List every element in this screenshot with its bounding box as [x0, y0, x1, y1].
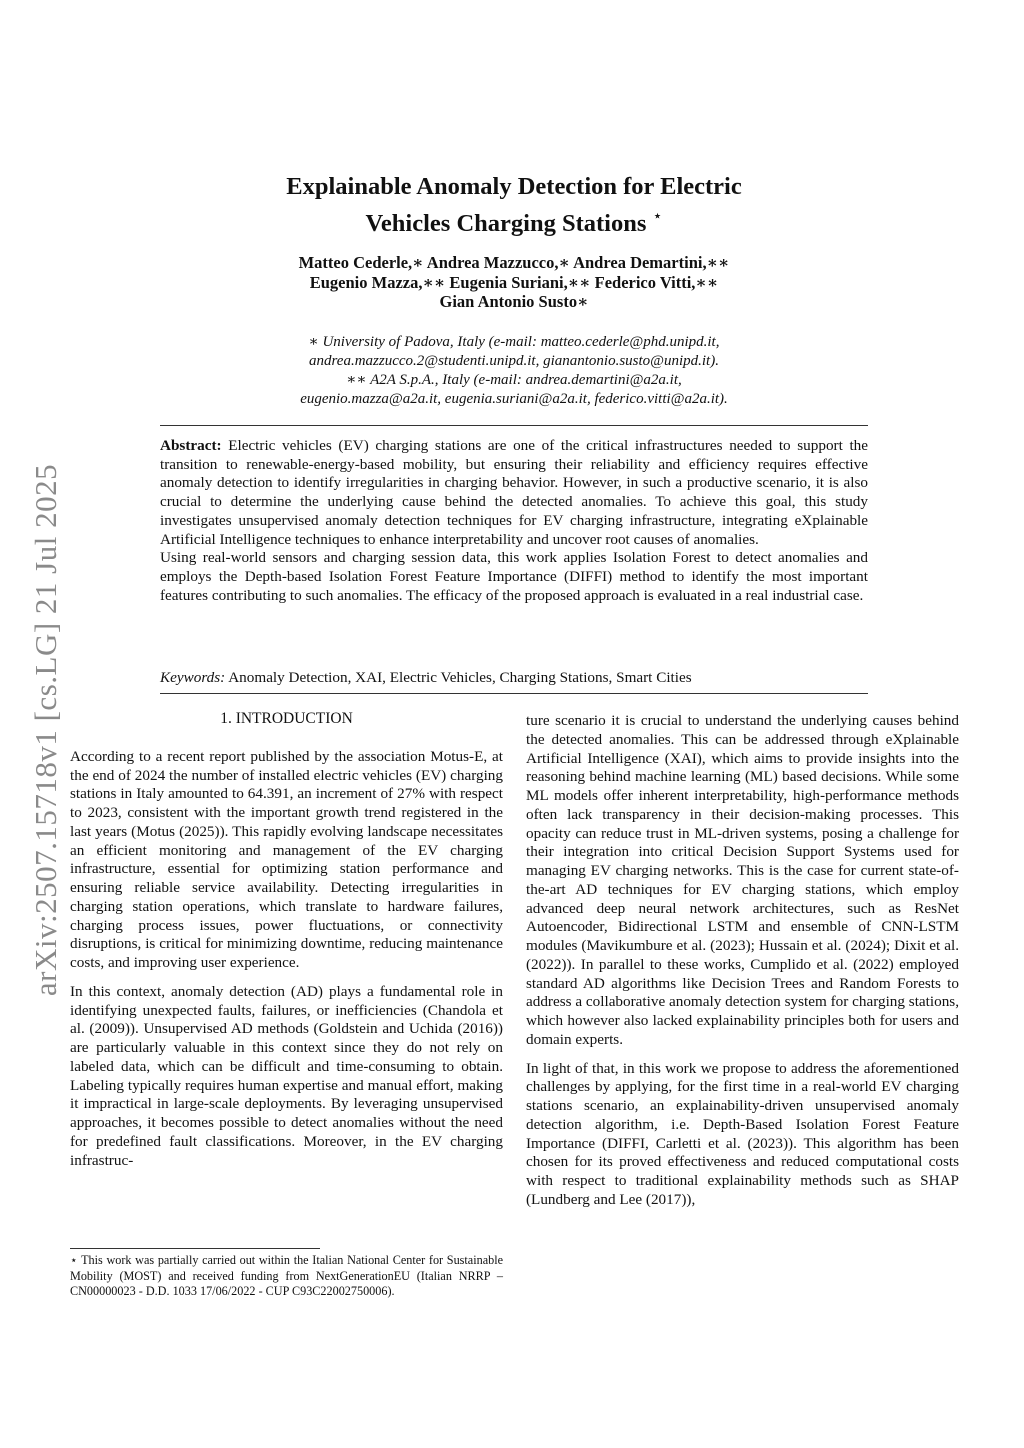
abstract-bottom-rule — [160, 693, 868, 694]
body-paragraph: In light of that, in this work we propose to address the aforementioned challenges by applying, for the first time in a real-world EV charging stations scenario, an explainability-driven unsupervised anomaly detection algorithm, i.e. Depth-Based Isolation Forest Feature Importance (DIFFI, Carletti et al. (2023)). This algorithm has been chosen for its proved effectiveness and reduced computational costs with respect to traditional explainability methods such as SHAP (Lundberg and Lee (2017)), — [526, 1059, 959, 1208]
abstract-paragraph-2: Using real-world sensors and charging session data, this work applies Isolation Forest to detect anomalies and employs the Depth-based Isolation Forest Feature Importance (DIFFI) method to identify the most important features contributing to such anomalies. The efficacy of the proposed approach is evaluated in a real industrial case. — [160, 549, 868, 604]
author-line: Matteo Cederle,∗ Andrea Mazzucco,∗ Andrea Demartini,∗∗ — [298, 253, 730, 272]
abstract-label: Abstract: — [160, 437, 222, 454]
footnote-rule — [70, 1248, 320, 1249]
left-column — [70, 710, 503, 1180]
body-paragraph: In this context, anomaly detection (AD) plays a fundamental role in identifying unexpected faults, failures, or inefficiencies (Chandola et al. (2009)). Unsupervised AD methods (Goldstein and Uchida (2016)) are particularly valuable in this context since they do not rely on labeled data, which can be difficult and time-consuming to obtain. Labeling typically requires human expertise and manual effort, making it impractical in large-scale deployments. By leveraging unsupervised approaches, it becomes possible to detect anomalies without the need for predefined fault classifications. Moreover, in the EV charging infrastruc- — [70, 982, 503, 1169]
keywords — [160, 668, 868, 687]
author-list — [160, 253, 868, 312]
affiliation-line: andrea.mazzucco.2@studenti.unipd.it, gianantonio.susto@unipd.it). — [309, 353, 719, 369]
title-line-2-text: Vehicles Charging Stations — [365, 210, 647, 237]
right-column — [526, 712, 959, 1220]
affiliation-line: ∗∗ A2A S.p.A., Italy (e-mail: andrea.demartini@a2a.it, — [346, 372, 682, 388]
abstract-text-1: Electric vehicles (EV) charging stations are one of the critical infrastructures needed to support the transition to renewable-energy-based mobility, but ensuring their reliability and efficiency requires effective anomaly detection to identify irregularities in charging behavior. However, in such a productive scenario, it is also crucial to determine the underlying cause behind the detected anomalies. To achieve this goal, this study investigates unsupervised anomaly detection techniques for EV charging infrastructure, integrating eXplainable Artificial Intelligence techniques to enhance interpretability and uncover root causes of anomalies. — [160, 437, 868, 548]
footnote: ⋆ This work was partially carried out within the Italian National Center for Sustainable Mobility (MOST) and received funding from NextGenerationEU (Italian NRRP – CN00000023 - D.D. 1033 17/06/2022 - CUP C93C22002750006). — [70, 1253, 503, 1298]
body-paragraph: ture scenario it is crucial to understand the underlying causes behind the detected anomalies. This can be addressed through eXplainable Artificial Intelligence (XAI), which aims to provide insights into the reasoning behind machine learning (ML) based decisions. While some ML models offer inherent interpretability, high-performance methods often lack transparency in their decision-making processes. This opacity can reduce trust in ML-driven systems, posing a challenge for their integration into critical Decision Support Systems used for managing EV charging networks. This is the case for current state-of-the-art AD techniques for EV charging stations, which employ advanced deep neural network architectures, such as ResNet Autoencoder, Bidirectional LSTM and ensemble of CNN-LSTM modules (Mavikumbure et al. (2023); Hussain et al. (2024); Dixit et al. (2022)). In parallel to these works, Cumplido et al. (2022) employed standard AD algorithms like Decision Trees and Random Forests to address a collaborative anomaly detection system for charging stations, which however also lacked explainability principles both for users and domain experts. — [526, 712, 959, 1048]
keywords-text: Anomaly Detection, XAI, Electric Vehicles, Charging Stations, Smart Cities — [228, 669, 692, 686]
affiliations — [160, 333, 868, 409]
abstract-top-rule — [160, 425, 868, 426]
keywords-label: Keywords: — [160, 669, 226, 686]
affiliation-line: eugenio.mazza@a2a.it, eugenia.suriani@a2a.it, federico.vitti@a2a.it). — [300, 391, 728, 407]
title-line-2 — [160, 202, 868, 239]
arxiv-identifier: arXiv:2507.15718v1 [cs.LG] 21 Jul 2025 — [28, 463, 64, 997]
abstract-paragraph-1 — [160, 437, 868, 549]
author-line: Gian Antonio Susto∗ — [439, 292, 589, 311]
title-line-1: Explainable Anomaly Detection for Electric — [286, 173, 742, 200]
arxiv-identifier-stamp — [30, 430, 62, 1030]
section-heading: 1. INTRODUCTION — [220, 710, 353, 727]
title-footnote-mark: ⋆ — [652, 208, 663, 225]
affiliation-line: ∗ University of Padova, Italy (e-mail: matteo.cederle@phd.unipd.it, — [308, 334, 720, 350]
author-line: Eugenio Mazza,∗∗ Eugenia Suriani,∗∗ Federico Vitti,∗∗ — [309, 272, 719, 292]
body-paragraph: According to a recent report published by the association Motus-E, at the end of 2024 the number of installed electric vehicles (EV) charging stations in Italy amounted to 64.391, an increment of 27% with respect to 2023, consistent with the important growth trend registered in the last years (Motus (2025)). This rapidly evolving landscape necessitates an efficient monitoring and management of the EV charging infrastructure, essential for optimizing station performance and ensuring reliable service availability. Detecting irregularities in charging station operations, which translate to hardware failures, charging process issues, power fluctuations, or connectivity disruptions, is critical for minimizing downtime, reducing maintenance costs, and improving user experience. — [70, 747, 503, 971]
paper-title — [160, 172, 868, 239]
abstract — [160, 437, 868, 605]
